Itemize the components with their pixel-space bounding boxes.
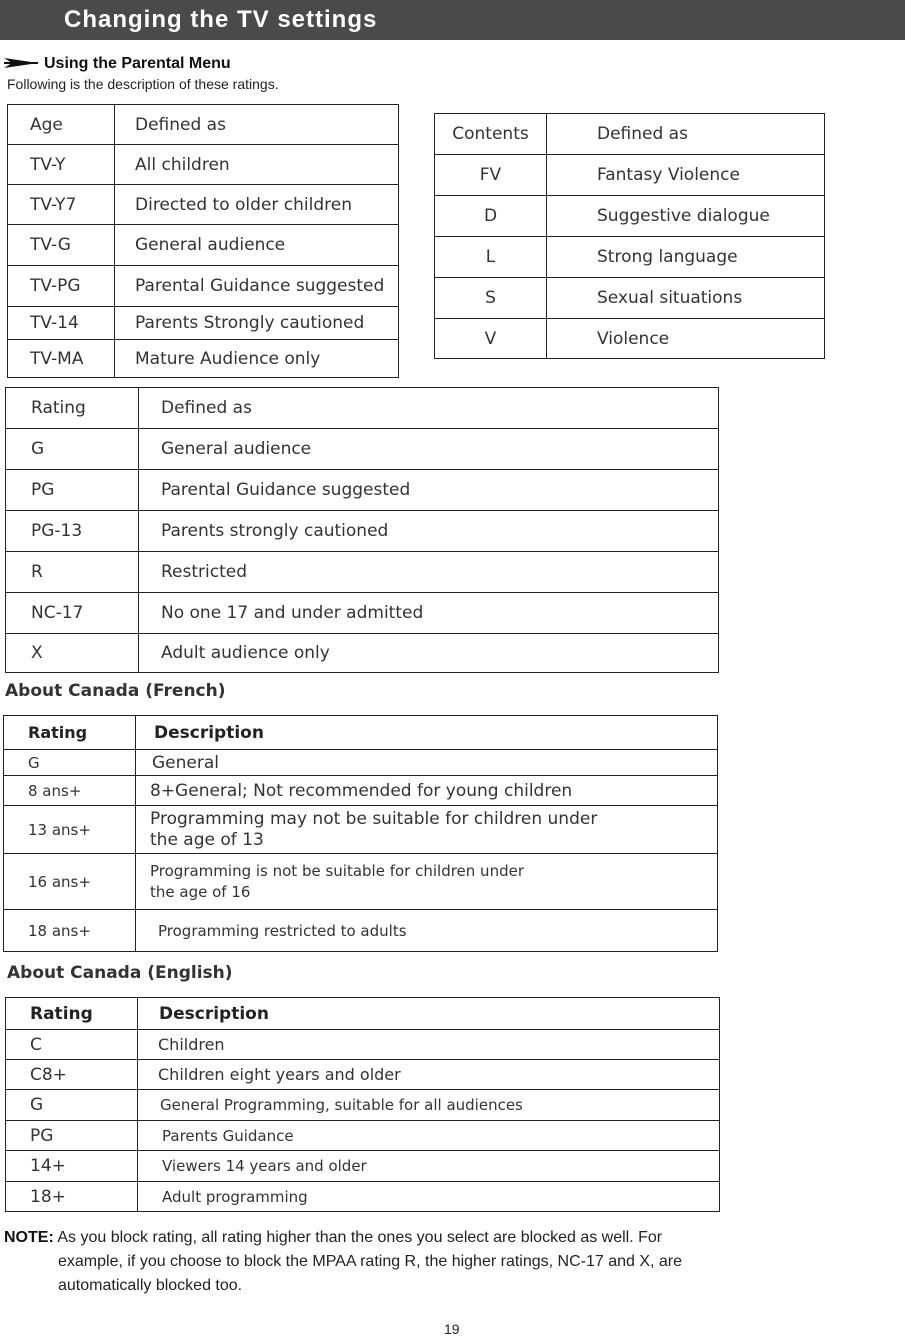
table-cell: Defined as (547, 114, 825, 155)
table-cell: D (435, 196, 547, 237)
table-cell: General Programming, suitable for all audiences (138, 1090, 720, 1121)
table-cell: 8 ans+ (4, 776, 136, 806)
table-cell: 8+General; Not recommended for young children (136, 776, 718, 806)
table-cell: G (6, 1090, 138, 1121)
tv-rating-table (7, 104, 399, 378)
table-row (6, 1182, 720, 1212)
table-row (4, 806, 718, 854)
table-row (8, 105, 399, 145)
page-header (0, 0, 905, 40)
table-cell: Parental Guidance suggested (139, 470, 719, 511)
table-cell: Parents Guidance (138, 1121, 720, 1151)
table-cell: All children (115, 145, 399, 185)
table-cell: Programming restricted to adults (136, 910, 718, 952)
table-row (6, 1121, 720, 1151)
table-row (8, 307, 399, 340)
table-row (6, 1030, 720, 1060)
table-cell: 13 ans+ (4, 806, 136, 854)
table-row (6, 552, 719, 593)
table-cell: G (6, 429, 139, 470)
table-row (6, 998, 720, 1030)
description-line: the age of 16 (150, 882, 251, 901)
table-cell: Restricted (139, 552, 719, 593)
table-cell: Fantasy Violence (547, 155, 825, 196)
table-cell: 18+ (6, 1182, 138, 1212)
table-cell: No one 17 and under admitted (139, 593, 719, 634)
table-cell: Children eight years and older (138, 1060, 720, 1090)
table-cell: TV-MA (8, 340, 115, 378)
table-cell: 14+ (6, 1151, 138, 1182)
table-cell (136, 806, 718, 854)
table-cell: General audience (115, 225, 399, 266)
table-cell: 18 ans+ (4, 910, 136, 952)
table-cell: V (435, 319, 547, 359)
table-row (8, 225, 399, 266)
table-row (6, 634, 719, 673)
table-row (8, 266, 399, 307)
table-row (6, 593, 719, 634)
table-cell: Adult programming (138, 1182, 720, 1212)
note-label: NOTE: (4, 1229, 54, 1246)
table-cell: Strong language (547, 237, 825, 278)
section-intro: Following is the description of these ratings. (7, 76, 279, 92)
description-line: Programming is not be suitable for children under (150, 861, 524, 880)
table-row (4, 716, 718, 750)
table-cell: R (6, 552, 139, 593)
table-row (4, 750, 718, 776)
note-line: automatically blocked too. (58, 1277, 243, 1294)
mpaa-rating-table (5, 387, 719, 673)
table-cell: 16 ans+ (4, 854, 136, 910)
table-row (6, 1060, 720, 1090)
page-number: 19 (444, 1321, 460, 1337)
table-cell: X (6, 634, 139, 673)
table-cell: C (6, 1030, 138, 1060)
page-title: Changing the TV settings (64, 6, 378, 33)
note-line: example, if you choose to block the MPAA rating R, the higher ratings, NC-17 and X, are (58, 1253, 683, 1270)
canada-french-table (3, 715, 718, 952)
note-block (4, 1226, 784, 1298)
table-row (435, 155, 825, 196)
table-cell: FV (435, 155, 547, 196)
arrow-icon (4, 56, 40, 70)
table-cell (136, 854, 718, 910)
table-cell: PG (6, 1121, 138, 1151)
table-row (6, 429, 719, 470)
table-cell: Viewers 14 years and older (138, 1151, 720, 1182)
table-cell: Rating (4, 716, 136, 750)
table-cell: C8+ (6, 1060, 138, 1090)
table-row (8, 185, 399, 225)
note-line: As you block rating, all rating higher than the ones you select are blocked as well. For (53, 1229, 663, 1246)
canada-english-title: About Canada (English) (7, 963, 233, 983)
table-row (435, 278, 825, 319)
description-line: the age of 13 (150, 829, 264, 850)
table-cell: PG (6, 470, 139, 511)
table-row (6, 1151, 720, 1182)
table-row (4, 776, 718, 806)
table-cell: Age (8, 105, 115, 145)
table-cell: Parental Guidance suggested (115, 266, 399, 307)
table-cell: Mature Audience only (115, 340, 399, 378)
table-cell: G (4, 750, 136, 776)
table-row (6, 388, 719, 429)
table-cell: Rating (6, 388, 139, 429)
table-cell: Description (138, 998, 720, 1030)
table-row (4, 854, 718, 910)
table-row (6, 470, 719, 511)
table-cell: Rating (6, 998, 138, 1030)
section-title: Using the Parental Menu (44, 55, 231, 72)
table-cell: TV-Y7 (8, 185, 115, 225)
table-cell: L (435, 237, 547, 278)
table-row (8, 145, 399, 185)
table-row (435, 319, 825, 359)
table-cell: Violence (547, 319, 825, 359)
table-cell: General (136, 750, 718, 776)
table-cell: Contents (435, 114, 547, 155)
table-cell: Description (136, 716, 718, 750)
table-cell: NC-17 (6, 593, 139, 634)
table-cell: Defined as (139, 388, 719, 429)
table-cell: Children (138, 1030, 720, 1060)
table-cell: TV-G (8, 225, 115, 266)
table-cell: General audience (139, 429, 719, 470)
contents-table (434, 113, 825, 359)
table-cell: TV-PG (8, 266, 115, 307)
table-row (8, 340, 399, 378)
canada-english-table (5, 997, 720, 1212)
table-cell: Suggestive dialogue (547, 196, 825, 237)
canada-french-title: About Canada (French) (5, 681, 226, 701)
table-row (6, 1090, 720, 1121)
table-cell: Adult audience only (139, 634, 719, 673)
table-cell: S (435, 278, 547, 319)
table-row (435, 237, 825, 278)
description-line: Programming may not be suitable for children under (150, 808, 598, 829)
table-cell: Directed to older children (115, 185, 399, 225)
table-cell: TV-Y (8, 145, 115, 185)
table-cell: TV-14 (8, 307, 115, 340)
table-row (6, 511, 719, 552)
table-cell: Defined as (115, 105, 399, 145)
table-cell: Parents strongly cautioned (139, 511, 719, 552)
table-cell: Sexual situations (547, 278, 825, 319)
table-row (435, 196, 825, 237)
table-cell: Parents Strongly cautioned (115, 307, 399, 340)
table-row (4, 910, 718, 952)
table-cell: PG-13 (6, 511, 139, 552)
table-row (435, 114, 825, 155)
